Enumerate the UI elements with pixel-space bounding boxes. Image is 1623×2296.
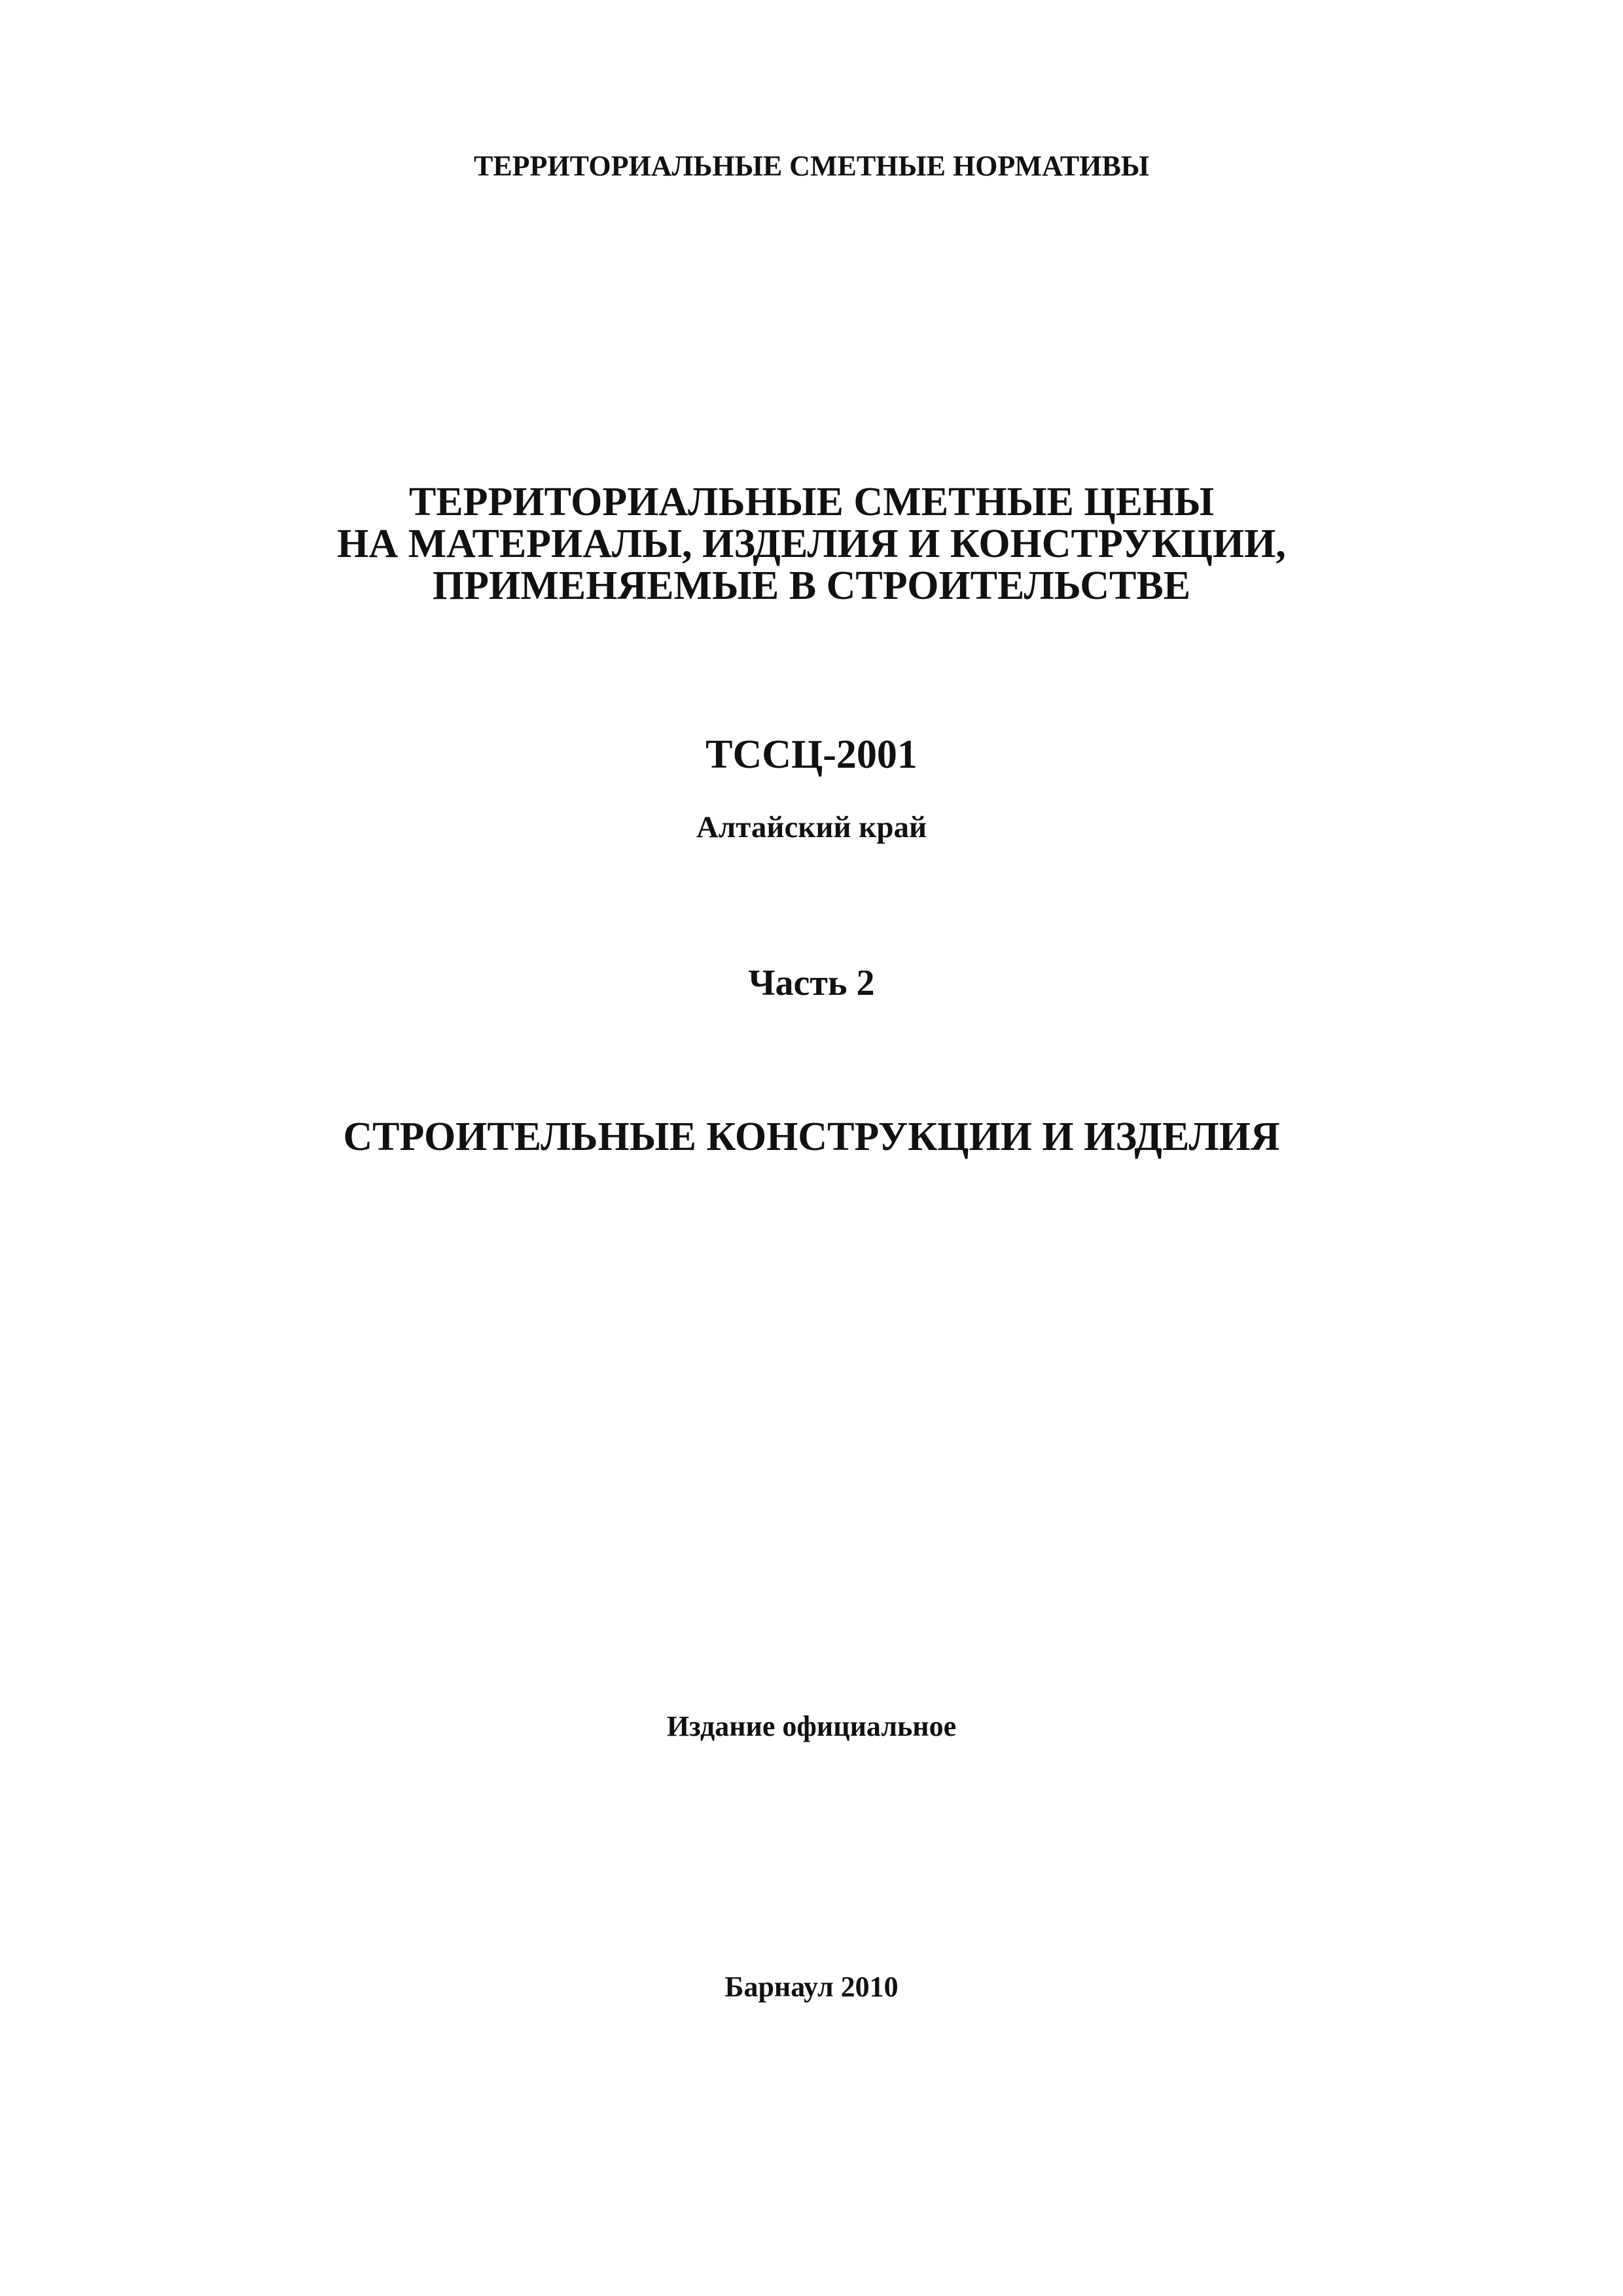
part-number: Часть 2 xyxy=(748,963,875,1003)
imprint-city-year: Барнаул 2010 xyxy=(724,1971,899,2003)
series-heading: ТЕРРИТОРИАЛЬНЫЕ СМЕТНЫЕ НОРМАТИВЫ xyxy=(473,150,1150,182)
part-subject: СТРОИТЕЛЬНЫЕ КОНСТРУКЦИИ И ИЗДЕЛИЯ xyxy=(343,1115,1280,1159)
document-title xyxy=(0,481,1623,607)
region-name: Алтайский край xyxy=(696,810,927,844)
document-title-line-3: ПРИМЕНЯЕМЫЕ В СТРОИТЕЛЬСТВЕ xyxy=(432,564,1191,608)
document-title-line-2: НА МАТЕРИАЛЫ, ИЗДЕЛИЯ И КОНСТРУКЦИИ, xyxy=(337,522,1286,566)
edition-note: Издание официальное xyxy=(666,1710,957,1742)
document-code: ТССЦ-2001 xyxy=(705,732,918,777)
document-title-line-1: ТЕРРИТОРИАЛЬНЫЕ СМЕТНЫЕ ЦЕНЫ xyxy=(408,480,1215,524)
